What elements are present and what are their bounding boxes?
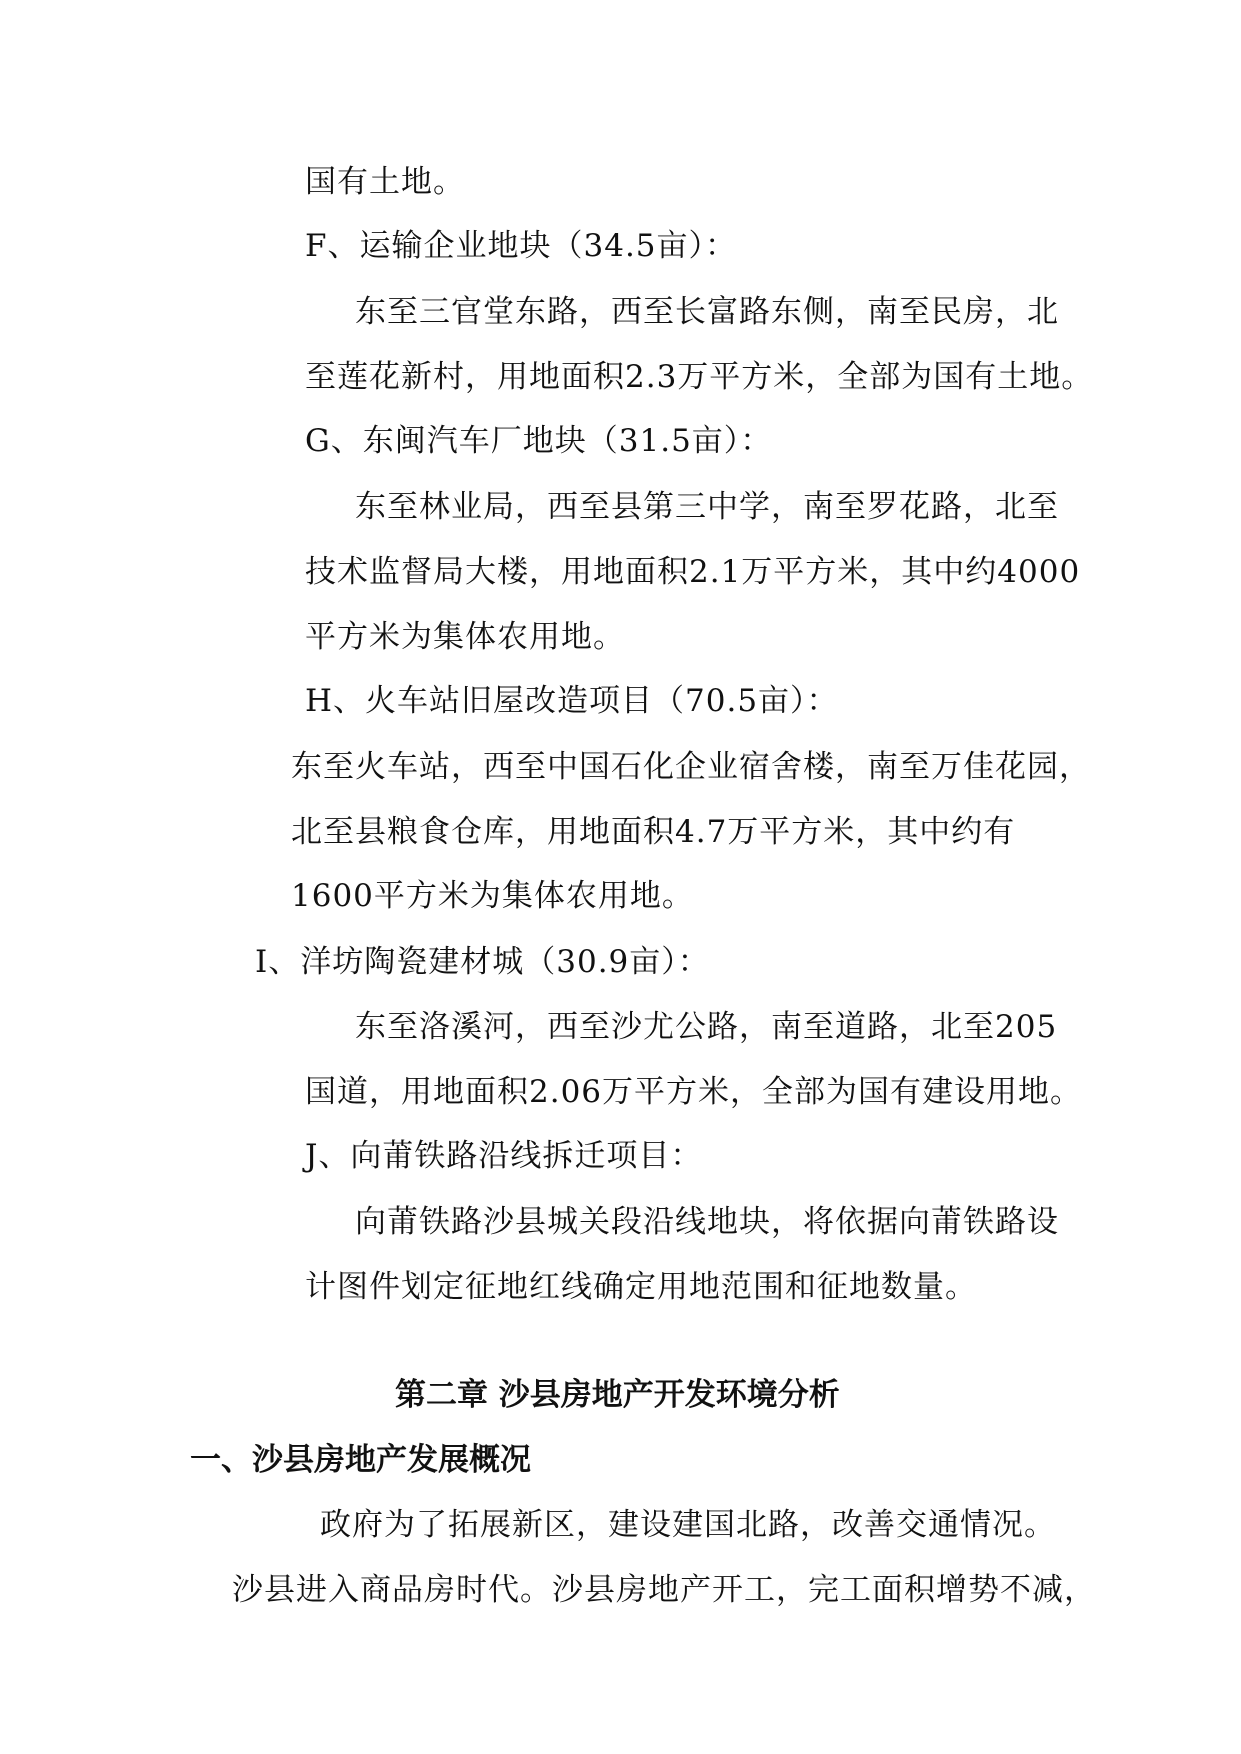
text-line: J、向莆铁路沿线拆迁项目： xyxy=(305,1138,703,1174)
text-line: 国有土地。 xyxy=(305,164,465,200)
text-line: H、火车站旧屋改造项目（70.5亩）： xyxy=(305,683,839,719)
text-line: 北至县粮食仓库，用地面积4.7万平方米，其中约有 xyxy=(291,814,1016,850)
text-line: 平方米为集体农用地。 xyxy=(305,619,625,655)
text-line: F、运输企业地块（34.5亩）： xyxy=(305,228,738,264)
text-line: G、东闽汽车厂地块（31.5亩）： xyxy=(305,423,773,459)
text-line: 技术监督局大楼，用地面积2.1万平方米，其中约4000 xyxy=(305,554,1081,590)
text-line: I、洋坊陶瓷建材城（30.9亩）： xyxy=(255,944,710,980)
body-line: 沙县进入商品房时代。沙县房地产开工，完工面积增势不减， xyxy=(232,1572,1096,1608)
text-line: 东至洛溪河，西至沙尤公路，南至道路，北至205 xyxy=(355,1009,1058,1045)
chapter-title: 第二章 沙县房地产开发环境分析 xyxy=(395,1377,840,1413)
text-line: 1600平方米为集体农用地。 xyxy=(291,878,694,914)
section-title: 一、沙县房地产发展概况 xyxy=(190,1442,531,1478)
text-line: 向莆铁路沙县城关段沿线地块，将依据向莆铁路设 xyxy=(355,1204,1059,1240)
text-line: 东至火车站，西至中国石化企业宿舍楼，南至万佳花园， xyxy=(291,749,1091,785)
text-line: 东至林业局，西至县第三中学，南至罗花路，北至 xyxy=(355,489,1059,525)
text-line: 东至三官堂东路，西至长富路东侧，南至民房，北 xyxy=(355,294,1059,330)
text-line: 国道，用地面积2.06万平方米，全部为国有建设用地。 xyxy=(305,1074,1083,1110)
text-line: 至莲花新村，用地面积2.3万平方米，全部为国有土地。 xyxy=(305,359,1094,395)
body-line: 政府为了拓展新区，建设建国北路，改善交通情况。 xyxy=(320,1507,1056,1543)
text-line: 计图件划定征地红线确定用地范围和征地数量。 xyxy=(305,1269,977,1305)
